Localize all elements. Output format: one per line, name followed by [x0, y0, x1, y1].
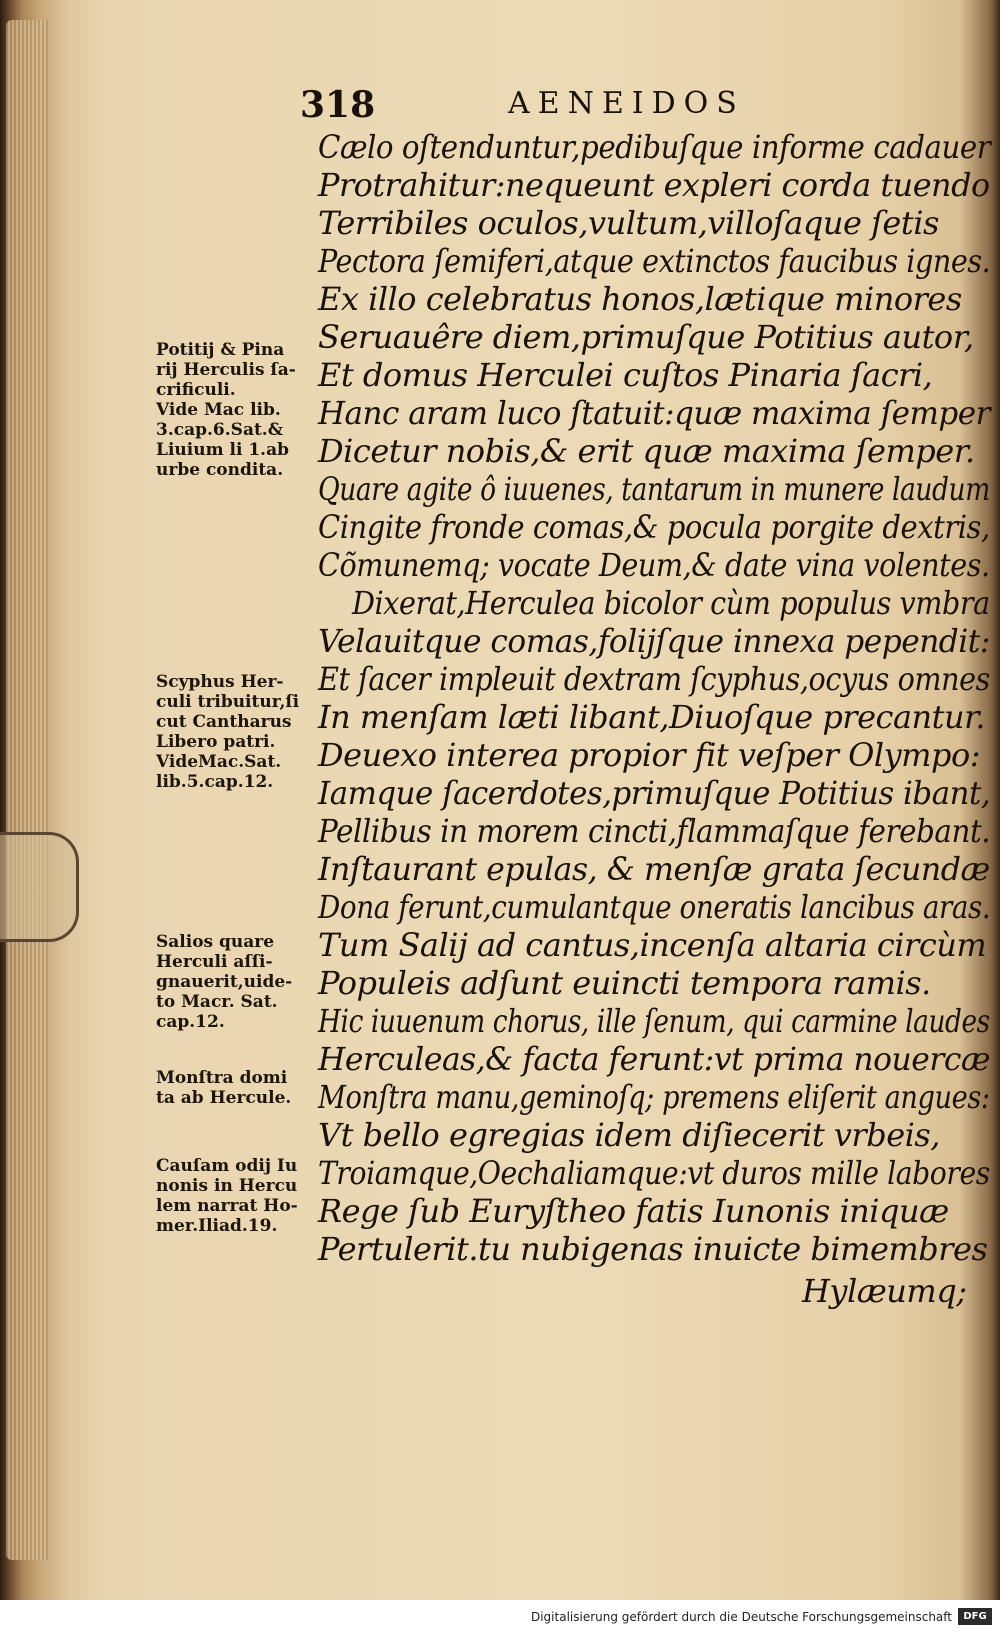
- margin-note: Potitij & Pina rij Herculis ſa- crificuli. Vide Mac lib. 3.cap.6.Sat.& Liuium li 1.ab urbe condita.: [156, 340, 296, 480]
- verse-line: Cælo oſtenduntur,pedibuſque informe cadauer: [318, 128, 991, 166]
- verse-line: Inſtaurant epulas, & menſæ grata ſecundæ: [318, 850, 990, 888]
- verse-line: Et domus Herculei cuſtos Pinaria ſacri,: [318, 356, 933, 394]
- catchword: Hylæumq;: [802, 1272, 967, 1310]
- verse-line: Populeis adſunt euincti tempora ramis.: [318, 964, 931, 1002]
- margin-note: Monſtra domi ta ab Hercule.: [156, 1068, 292, 1108]
- verse-line: Seruauêre diem,primuſque Potitius autor,: [318, 318, 974, 356]
- verse-line: Cõmunemq; vocate Deum,& date vina volentes.: [318, 546, 990, 584]
- verse-line: Cingite fronde comas,& pocula porgite dextris,: [318, 508, 990, 546]
- verse-line: Pectora ſemiferi,atque extinctos faucibus ignes.: [318, 242, 991, 280]
- verse-line: Quare agite ô iuuenes, tantarum in munere laudum: [318, 470, 990, 508]
- verse-line: Hanc aram luco ſtatuit:quæ maxima ſemper: [318, 394, 990, 432]
- page-number: 318: [300, 84, 376, 126]
- margin-note: Cauſam odij Iu nonis in Hercu lem narrat Ho- mer.Iliad.19.: [156, 1156, 298, 1236]
- book-title: AENEIDOS: [508, 86, 745, 121]
- verse-line: Vt bello egregias idem diſiecerit vrbeis,: [318, 1116, 940, 1154]
- running-head: [300, 84, 840, 130]
- verse-line: Dona ferunt,cumulantque oneratis lancibus aras.: [318, 888, 991, 926]
- margin-note: Salios quare Herculi aſſi- gnauerit,uide- to Macr. Sat. cap.12.: [156, 932, 293, 1032]
- verse-line: Herculeas,& facta ferunt:vt prima nouercæ: [318, 1040, 990, 1078]
- verse-line: Velauitque comas,folijſque innexa pependit:: [318, 622, 990, 660]
- dfg-logo: DFG: [958, 1608, 992, 1625]
- verse-line: Ex illo celebratus honos,lætique minores: [318, 280, 962, 318]
- verse-line: Troiamque,Oechaliamque:vt duros mille labores: [318, 1154, 990, 1192]
- margin-note: Scyphus Her- culi tribuitur,ſi cut Cantharus Libero patri. VideMac.Sat. lib.5.cap.12.: [156, 672, 300, 792]
- page-edges: [6, 20, 48, 1560]
- verse-line: Deuexo interea propior fit veſper Olympo:: [318, 736, 981, 774]
- verse-line: Hic iuuenum chorus, ille ſenum, qui carmine laudes: [318, 1002, 990, 1040]
- verse-line: Et ſacer impleuit dextram ſcyphus,ocyus omnes: [318, 660, 990, 698]
- verse-line: Rege ſub Euryſtheo fatis Iunonis iniquæ: [318, 1192, 949, 1230]
- verse-line: Tum Salij ad cantus,incenſa altaria circùm: [318, 926, 987, 964]
- verse-line: Pertulerit.tu nubigenas inuicte bimembres: [318, 1230, 988, 1268]
- footer-bar: [0, 1600, 1000, 1634]
- footer-credit: Digitalisierung gefördert durch die Deutsche Forschungsgemeinschaft: [530, 1610, 952, 1624]
- verse-line: Dixerat,Herculea bicolor cùm populus vmbra: [352, 584, 990, 622]
- verse-line: Pellibus in morem cincti,flammaſque ferebant.: [318, 812, 991, 850]
- verse-line: Protrahitur:nequeunt expleri corda tuendo: [318, 166, 990, 204]
- verse-line: Monſtra manu,geminoſq; premens eliſerit angues:: [318, 1078, 990, 1116]
- verse-line: Terribiles oculos,vultum,villoſaque ſetis: [318, 204, 939, 242]
- verse-line: In menſam læti libant,Diuoſque precantur.: [318, 698, 986, 736]
- verse-line: Dicetur nobis,& erit quæ maxima ſemper.: [318, 432, 975, 470]
- verse-line: Iamque ſacerdotes,primuſque Potitius ibant,: [318, 774, 991, 812]
- bookmark-tab: [0, 832, 79, 942]
